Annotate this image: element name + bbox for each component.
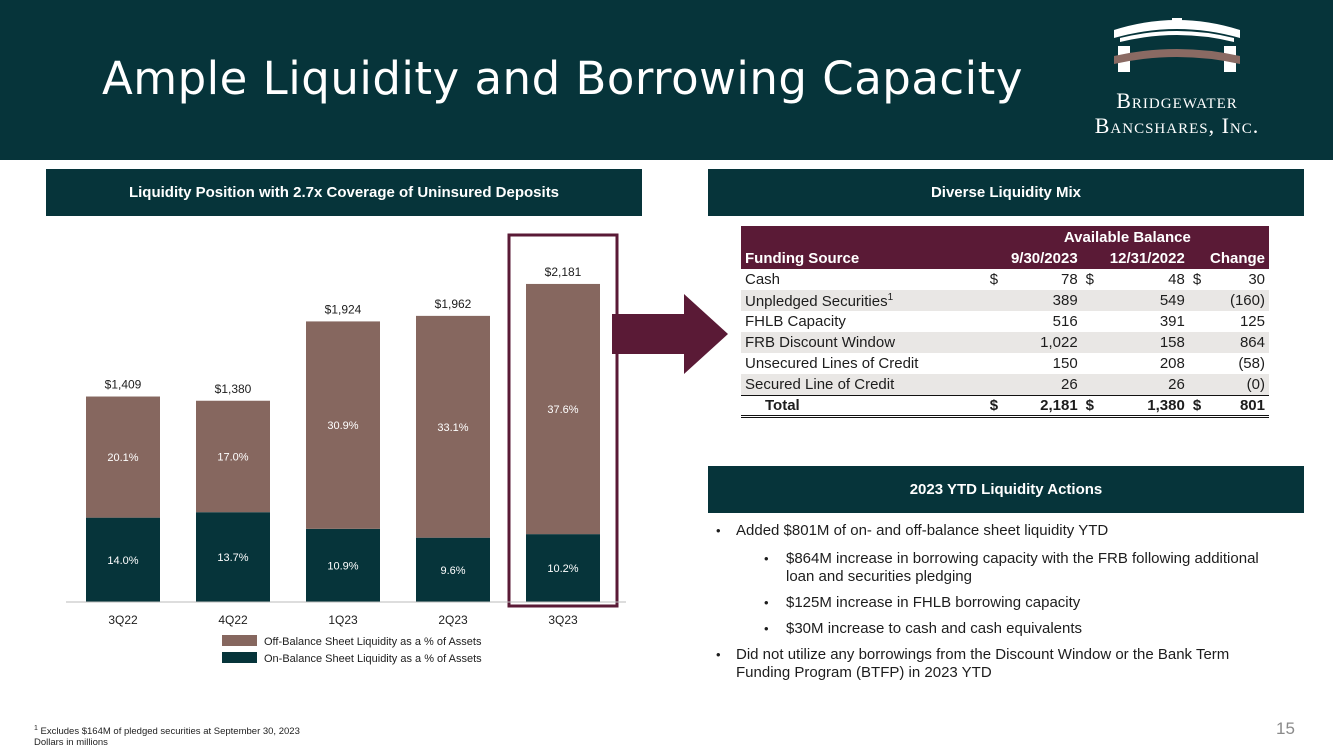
sep-2023-cell-text: 26 <box>1060 375 1078 393</box>
action-item: • Did not utilize any borrowings from the Discount Window or the Bank Term Funding Program (BTFP) in 2023 YTD <box>714 646 1274 682</box>
table-group-header-row <box>741 226 1269 248</box>
funding-source-cell-text: Unsecured Lines of Credit <box>745 355 919 372</box>
off-balance-data-label: 20.1% <box>107 452 139 465</box>
currency-cell <box>1082 374 1096 395</box>
bar-total-label: $2,181 <box>544 264 582 279</box>
ytd-actions-list <box>714 522 1274 692</box>
currency-cell <box>1189 311 1203 332</box>
change-cell <box>1203 311 1269 332</box>
dec-2022-cell <box>1096 353 1189 374</box>
bar-total-label: $1,409 <box>104 377 142 392</box>
table-total-row <box>741 395 1269 416</box>
legend-swatch <box>222 652 257 663</box>
total-label: Total <box>741 395 986 416</box>
table-row <box>741 353 1269 374</box>
liquidity-mix-table <box>741 226 1269 418</box>
currency-cell <box>1082 290 1096 311</box>
col-header-change: Change <box>1189 248 1269 269</box>
ytd-actions-header: 2023 YTD Liquidity Actions <box>708 466 1304 513</box>
change-cell <box>1203 374 1269 395</box>
currency-cell <box>986 353 1000 374</box>
dec-2022-cell-text: 48 <box>1168 271 1185 288</box>
col-header-sep-2023: 9/30/2023 <box>986 248 1082 269</box>
table-row <box>741 311 1269 332</box>
currency-cell <box>1189 332 1203 353</box>
callout-arrow-icon <box>612 292 740 376</box>
funding-source-cell <box>741 290 986 311</box>
sep-2023-cell-text: 1,022 <box>1040 334 1078 351</box>
table-row <box>741 269 1269 290</box>
off-balance-data-label: 30.9% <box>327 420 359 433</box>
funding-source-cell-text: FRB Discount Window <box>745 334 896 351</box>
sep-2023-cell-text: 389 <box>1052 292 1078 309</box>
off-balance-data-label: 33.1% <box>437 421 469 434</box>
currency-cell <box>1082 311 1096 332</box>
table-header-row <box>741 248 1269 269</box>
currency-cell <box>1082 332 1096 353</box>
footnote-units: Dollars in millions <box>34 737 108 749</box>
dec-2022-cell <box>1096 374 1189 395</box>
funding-source-cell <box>741 332 986 353</box>
logo-line-2: Bancshares, Inc. <box>1094 113 1260 138</box>
currency-cell <box>1189 374 1203 395</box>
change-cell-text: 125 <box>1239 313 1265 330</box>
on-balance-data-label: 13.7% <box>217 552 249 565</box>
currency-cell <box>986 269 1000 290</box>
funding-source-cell <box>741 269 986 290</box>
page-title: Ample Liquidity and Borrowing Capacity <box>102 52 1023 105</box>
change-cell <box>1203 290 1269 311</box>
company-logo <box>1062 14 1292 144</box>
total-currency-3: $ <box>1189 395 1203 416</box>
x-tick-label: 1Q23 <box>328 613 358 627</box>
change-cell <box>1203 269 1269 290</box>
off-balance-data-label: 37.6% <box>547 404 579 417</box>
currency-cell <box>1082 269 1096 290</box>
currency-cell <box>986 374 1000 395</box>
footnote-text: Excludes $164M of pledged securities at September 30, 2023 <box>40 726 300 738</box>
dec-2022-cell <box>1096 269 1189 290</box>
sep-2023-cell <box>1000 290 1082 311</box>
action-item: • $30M increase to cash and cash equivalents <box>714 620 1274 638</box>
total-currency-1: $ <box>986 395 1000 416</box>
dec-2022-cell-text: 158 <box>1159 334 1185 351</box>
dec-2022-cell <box>1096 311 1189 332</box>
available-balance-header: Available Balance <box>986 226 1269 248</box>
legend-label: Off-Balance Sheet Liquidity as a % of Assets <box>264 636 482 648</box>
sep-2023-cell <box>1000 374 1082 395</box>
funding-source-cell-text: Cash <box>745 271 781 288</box>
funding-source-cell <box>741 374 986 395</box>
action-item: • $864M increase in borrowing capacity with the FRB following additional loan and securities pledging <box>714 550 1274 586</box>
bar-total-label: $1,380 <box>214 381 252 396</box>
dec-2022-cell-text: 549 <box>1159 292 1185 309</box>
total-sep-2023: 2,181 <box>1000 395 1082 416</box>
change-cell-text: 30 <box>1248 271 1265 288</box>
currency-cell-text: $ <box>989 271 999 288</box>
change-cell-text: 864 <box>1239 334 1265 351</box>
currency-cell <box>1189 353 1203 374</box>
on-balance-data-label: 9.6% <box>440 564 466 577</box>
x-tick-label: 3Q22 <box>108 613 138 627</box>
footnote-ref: 1 <box>887 291 894 303</box>
company-name <box>1062 88 1292 138</box>
table-row <box>741 374 1269 395</box>
table-row <box>741 290 1269 311</box>
sep-2023-cell <box>1000 353 1082 374</box>
total-currency-2: $ <box>1082 395 1096 416</box>
legend-swatch <box>222 635 257 646</box>
bridge-logo-icon <box>1110 16 1244 76</box>
funding-source-cell-text: Unpledged Securities <box>745 292 888 310</box>
funding-source-cell <box>741 311 986 332</box>
sep-2023-cell <box>1000 269 1082 290</box>
bar-total-label: $1,962 <box>434 296 472 311</box>
dec-2022-cell <box>1096 290 1189 311</box>
funding-source-cell <box>741 353 986 374</box>
x-tick-label: 3Q23 <box>548 613 578 627</box>
col-header-dec-2022: 12/31/2022 <box>1082 248 1189 269</box>
bar-total-label: $1,924 <box>324 302 362 317</box>
liquidity-bar-chart <box>46 228 646 668</box>
on-balance-data-label: 14.0% <box>107 554 139 567</box>
sep-2023-cell <box>1000 311 1082 332</box>
currency-cell <box>986 332 1000 353</box>
currency-cell-text: $ <box>1085 271 1095 288</box>
currency-cell <box>1189 269 1203 290</box>
sep-2023-cell <box>1000 332 1082 353</box>
change-cell-text: (160) <box>1229 292 1265 309</box>
currency-cell <box>986 311 1000 332</box>
currency-cell <box>1189 290 1203 311</box>
funding-source-cell-text: Secured Line of Credit <box>745 375 895 393</box>
off-balance-data-label: 17.0% <box>217 451 249 464</box>
footnote <box>34 723 300 748</box>
change-cell-text: (0) <box>1246 375 1265 393</box>
col-header-source: Funding Source <box>741 248 986 269</box>
page-number: 15 <box>1276 719 1295 738</box>
footnote-marker: 1 <box>34 725 38 732</box>
legend-label: On-Balance Sheet Liquidity as a % of Assets <box>264 653 482 665</box>
currency-cell-text: $ <box>1192 271 1202 288</box>
currency-cell <box>986 290 1000 311</box>
logo-line-1: Bridgewater <box>1116 88 1238 113</box>
dec-2022-cell-text: 26 <box>1168 375 1185 393</box>
dec-2022-cell-text: 391 <box>1159 313 1185 330</box>
table-row <box>741 332 1269 353</box>
sep-2023-cell-text: 516 <box>1052 313 1078 330</box>
liquidity-position-header: Liquidity Position with 2.7x Coverage of Uninsured Deposits <box>46 169 642 216</box>
total-dec-2022: 1,380 <box>1096 395 1189 416</box>
on-balance-data-label: 10.9% <box>327 560 359 573</box>
sep-2023-cell-text: 150 <box>1052 355 1078 372</box>
x-tick-label: 4Q22 <box>218 613 248 627</box>
dec-2022-cell <box>1096 332 1189 353</box>
sep-2023-cell-text: 78 <box>1060 271 1078 288</box>
x-tick-label: 2Q23 <box>438 613 468 627</box>
on-balance-data-label: 10.2% <box>547 563 579 576</box>
funding-source-cell-text: FHLB Capacity <box>745 313 846 330</box>
liquidity-mix-header: Diverse Liquidity Mix <box>708 169 1304 216</box>
action-item: • Added $801M of on- and off-balance sheet liquidity YTD <box>714 522 1274 540</box>
total-change: 801 <box>1203 395 1269 416</box>
currency-cell <box>1082 353 1096 374</box>
change-cell <box>1203 353 1269 374</box>
header-banner <box>0 0 1333 160</box>
action-item: • $125M increase in FHLB borrowing capacity <box>714 594 1274 612</box>
change-cell-text: (58) <box>1238 355 1265 372</box>
change-cell <box>1203 332 1269 353</box>
dec-2022-cell-text: 208 <box>1159 355 1185 372</box>
